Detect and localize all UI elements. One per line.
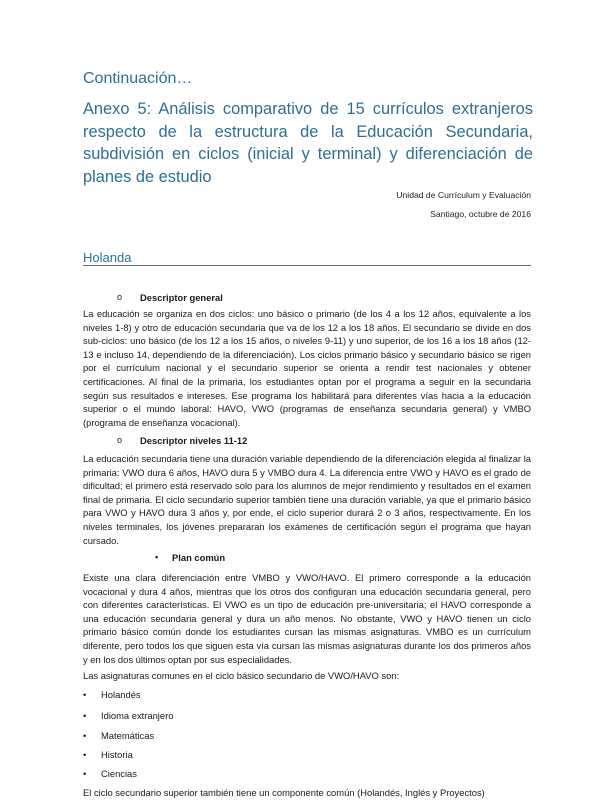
section-general-text: La educación se organiza en dos ciclos: uno básico o primario (de los 4 a los 12 años, equivalente a los niveles 1-8) y otro de educación secundaria que va de los 12 a los 18 años. El secundario se divide en dos sub-ciclos: uno básico (de los 12 a los 15 años, o niveles 9-11) y uno superior, de los 16 a los 18 años (12-13 e incluso 14, dependiendo de la diferenciación). Los ciclos primario básico y secundario básico se rigen por el currículum nacional y el secundario superior se orienta a rendir test nacionales y obtener certificaciones. Al final de la primaria, los estudiantes optan por el programa a seguir en la secundaria según sus resultados e intereses. Ese programa los habilitará para diferentes vías hacia a la educación superior o el mundo laboral: HAVO, VWO (programas de enseñanza secundaria general) y VMBO (programa de enseñanza vocacional). — [83, 308, 531, 428]
circle-bullet-icon: o — [117, 435, 123, 445]
section-levels-title: Descriptor niveles 11-12 — [140, 435, 248, 446]
bullet-icon: • — [83, 749, 87, 760]
continuation-heading: Continuación… — [83, 70, 193, 87]
bullet-icon: • — [83, 768, 87, 779]
annex-title: Anexo 5: Análisis comparativo de 15 currículos extranjeros respecto de la estructura de la Educación Secundaria, subdivisión en ciclos (inicial y terminal) y diferenciación de planes de estudio — [83, 100, 533, 186]
country-heading: Holanda — [83, 250, 132, 265]
section-general-title: Descriptor general — [140, 292, 223, 303]
subject-label: Matemáticas — [101, 730, 155, 741]
section-levels-text: La educación secundaria tiene una duración variable dependiendo de la diferenciación elegida al finalizar la primaria: VWO dura 6 años, HAVO dura 5 y VMBO dura 4. La diferencia entre VWO y HAVO es el grado de dificultad; el primero está reservado solo para los alumnos de mejor rendimiento y resultados en el examen final de primaria. El ciclo secundario superior también tiene una duración variable, ya que el primario básico para VWO y HAVO dura 3 años y, por ende, el ciclo superior durará 2 o 3 años, respectivamente. En los niveles terminales, los jóvenes prepararan los exámenes de certificación según el programa que hayan cursado. — [83, 453, 531, 546]
heading-divider — [83, 265, 531, 266]
subject-label: Historia — [101, 749, 133, 760]
subjects-intro: Las asignaturas comunes en el ciclo básico secundario de VWO/HAVO son: — [83, 670, 400, 681]
section-common-plan-title: Plan común — [172, 552, 226, 563]
subject-label: Holandés — [101, 689, 141, 700]
subject-label: Idioma extranjero — [101, 710, 174, 721]
section-levels-heading — [117, 435, 248, 446]
section-common-plan-text: Existe una clara diferenciación entre VMBO y VWO/HAVO. El primero corresponde a la educación vocacional y dura 4 años, mientras que los otros dos configuran una educación secundaria general, pero con diferentes características. El VWO es un tipo de educación pre-universitaria; el HAVO corresponde a una educación secundaria general y dura un año menos. No obstante, VWO y HAVO tienen un ciclo primario básico común donde los estudiantes cursan las mismas asignaturas. VMBO es un currículum diferente, pero todos los que siguen esta vía cursan las mismas asignaturas durante los dos primeros años y en los dos últimos optan por sus especialidades. — [83, 572, 531, 665]
bullet-icon: • — [83, 689, 87, 700]
unit-name: Unidad de Currículum y Evaluación — [396, 190, 531, 200]
subject-label: Ciencias — [101, 768, 137, 779]
document-date: Santiago, octubre de 2016 — [430, 209, 531, 219]
circle-bullet-icon: o — [117, 292, 123, 302]
closing-text: El ciclo secundario superior también tiene un componente común (Holandés, Inglés y Proyectos) — [83, 787, 485, 798]
square-bullet-icon: ▪ — [155, 552, 159, 562]
bullet-icon: • — [83, 710, 87, 721]
section-general-heading — [117, 292, 223, 303]
section-common-plan-heading — [155, 552, 226, 563]
bullet-icon: • — [83, 730, 87, 741]
